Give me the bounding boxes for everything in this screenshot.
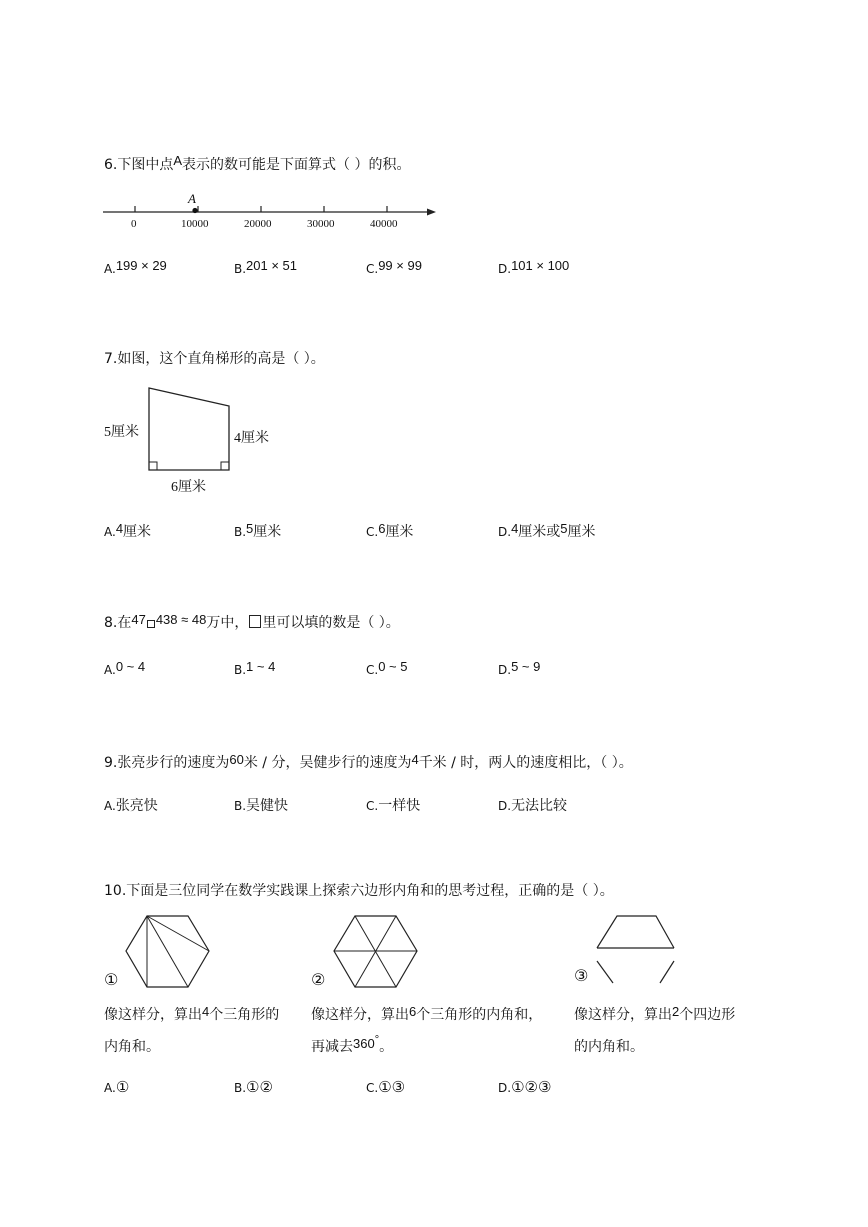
q9-option-b[interactable] bbox=[234, 795, 288, 815]
q6-stem-var: A bbox=[173, 153, 183, 168]
option-key: A. bbox=[104, 799, 116, 813]
q7-label-bottom: 6厘米 bbox=[171, 480, 206, 495]
option-text: 0 ~ 5 bbox=[378, 659, 408, 674]
option-unit: 厘米 bbox=[123, 524, 152, 540]
q6-tick-10000: 10000 bbox=[181, 218, 209, 230]
q10-option-a[interactable] bbox=[104, 1078, 129, 1096]
option-text: 张亮快 bbox=[115, 798, 158, 814]
q9-stem-part2: 米 / 分，吴健步行的速度为 bbox=[243, 755, 412, 771]
option-key: A. bbox=[104, 1081, 116, 1095]
q8-option-d[interactable] bbox=[498, 659, 541, 678]
option-num2: 5 bbox=[560, 521, 568, 536]
q6-stem-part1: 6.下图中点 bbox=[104, 157, 174, 173]
option-unit: 厘米 bbox=[385, 524, 414, 540]
q9-num-b: 4 bbox=[411, 752, 419, 767]
q7-stem: 7.如图，这个直角梯形的高是（ ）。 bbox=[104, 351, 325, 367]
q10-figure-3-desc-line2: 的内角和。 bbox=[574, 1039, 644, 1055]
q9-option-d[interactable] bbox=[498, 795, 567, 815]
option-text: 一样快 bbox=[378, 798, 421, 814]
desc-text: 个三角形的内角和， bbox=[416, 1007, 543, 1023]
option-key: A. bbox=[104, 663, 116, 677]
q6-tick-30000: 30000 bbox=[307, 218, 335, 230]
q6-tick-0: 0 bbox=[131, 218, 137, 230]
option-text: 无法比较 bbox=[511, 798, 568, 814]
option-unit: 厘米 bbox=[567, 524, 596, 540]
q10-figure-3-hexagon bbox=[594, 913, 684, 993]
q7-option-c[interactable] bbox=[366, 521, 413, 541]
q10-figure-2-hexagon bbox=[331, 913, 421, 993]
desc-degree: ° bbox=[374, 1034, 380, 1046]
option-text: 吴健快 bbox=[246, 798, 289, 814]
option-key: B. bbox=[234, 799, 247, 813]
q8-stem-part2: 万中， bbox=[206, 615, 249, 631]
desc-text: 再减去 bbox=[311, 1039, 353, 1055]
option-text: ①③ bbox=[378, 1078, 406, 1096]
q8-option-c[interactable] bbox=[366, 659, 408, 678]
q6-option-b[interactable] bbox=[234, 258, 298, 277]
q9-num-a: 60 bbox=[229, 752, 244, 767]
option-key: C. bbox=[366, 1081, 379, 1095]
option-mid: 厘米或 bbox=[518, 524, 561, 540]
option-num: 4 bbox=[511, 521, 519, 536]
option-key: D. bbox=[498, 525, 512, 539]
option-text: 99 × 99 bbox=[378, 258, 422, 273]
option-text: 1 ~ 4 bbox=[246, 659, 276, 674]
option-text: 101 × 100 bbox=[511, 258, 570, 273]
q6-option-a[interactable] bbox=[104, 258, 167, 277]
q10-figure-3-desc-line1 bbox=[574, 1004, 735, 1024]
q6-stem-part2: 表示的数可能是下面算式（ ）的积。 bbox=[182, 157, 411, 173]
blank-box bbox=[249, 615, 261, 628]
option-key: B. bbox=[234, 1081, 247, 1095]
q6-tick-40000: 40000 bbox=[370, 218, 398, 230]
desc-num: 4 bbox=[202, 1004, 210, 1019]
q9-stem-part1: 9.张亮步行的速度为 bbox=[104, 755, 230, 771]
q8-expr-part1: 47 bbox=[131, 612, 146, 627]
desc-text: 像这样分，算出 bbox=[104, 1007, 202, 1023]
q10-option-d[interactable] bbox=[498, 1078, 551, 1096]
q6-tick-20000: 20000 bbox=[244, 218, 272, 230]
option-key: D. bbox=[498, 262, 512, 276]
q10-figure-1-marker: ① bbox=[104, 970, 119, 989]
q8-option-b[interactable] bbox=[234, 659, 276, 678]
q9-option-c[interactable] bbox=[366, 795, 420, 815]
option-num: 5 bbox=[246, 521, 254, 536]
q7-trapezoid bbox=[145, 385, 245, 475]
option-key: B. bbox=[234, 525, 247, 539]
q10-figure-1-hexagon bbox=[123, 913, 213, 993]
option-key: B. bbox=[234, 262, 247, 276]
option-num: 6 bbox=[378, 521, 386, 536]
q10-figure-1-desc-line2: 内角和。 bbox=[104, 1039, 160, 1055]
q6-stem bbox=[104, 154, 410, 174]
q6-point-label: A bbox=[188, 191, 196, 206]
option-key: C. bbox=[366, 663, 379, 677]
desc-num: 6 bbox=[409, 1004, 417, 1019]
option-text: 199 × 29 bbox=[115, 258, 167, 273]
desc-text: 像这样分，算出 bbox=[311, 1007, 409, 1023]
q10-option-c[interactable] bbox=[366, 1078, 405, 1096]
q10-figure-3-marker: ③ bbox=[574, 966, 589, 985]
option-key: D. bbox=[498, 663, 512, 677]
option-key: D. bbox=[498, 1081, 512, 1095]
q10-figure-1-desc-line1 bbox=[104, 1004, 279, 1024]
q6-point-a bbox=[192, 208, 197, 213]
option-key: A. bbox=[104, 525, 116, 539]
q7-label-left: 5厘米 bbox=[104, 425, 139, 440]
q8-stem-part1: 8.在 bbox=[104, 615, 132, 631]
q6-option-d[interactable] bbox=[498, 258, 570, 277]
desc-text: 个四边形 bbox=[679, 1007, 736, 1023]
q8-stem-part3: 里可以填的数是（ ）。 bbox=[262, 615, 400, 631]
q6-option-c[interactable] bbox=[366, 258, 422, 277]
option-key: A. bbox=[104, 262, 116, 276]
q7-option-b[interactable] bbox=[234, 521, 281, 541]
q10-figure-2-desc-line1 bbox=[311, 1004, 542, 1024]
desc-num: 360 bbox=[353, 1036, 375, 1051]
option-num: 4 bbox=[115, 521, 124, 536]
option-text: 201 × 51 bbox=[246, 258, 298, 273]
q10-stem: 10.下面是三位同学在数学实践课上探索六边形内角和的思考过程，正确的是（ ）。 bbox=[104, 883, 614, 899]
q8-option-a[interactable] bbox=[104, 659, 146, 678]
blank-box bbox=[147, 620, 155, 628]
option-key: C. bbox=[366, 525, 379, 539]
q8-expr-part2: 438 ≈ 48 bbox=[155, 612, 207, 627]
option-text: ①②③ bbox=[511, 1078, 552, 1096]
option-text: ①② bbox=[246, 1078, 273, 1096]
q10-figure-2-desc-line2 bbox=[311, 1036, 393, 1056]
q9-stem-part3: 千米 / 时，两人的速度相比，（ ）。 bbox=[418, 755, 633, 771]
q10-option-b[interactable] bbox=[234, 1078, 273, 1096]
option-key: C. bbox=[366, 262, 379, 276]
option-key: D. bbox=[498, 799, 512, 813]
q7-label-right: 4厘米 bbox=[234, 431, 269, 446]
desc-num: 2 bbox=[672, 1004, 680, 1019]
option-key: B. bbox=[234, 663, 247, 677]
q10-figure-2-marker: ② bbox=[311, 970, 326, 989]
desc-text: 像这样分，算出 bbox=[574, 1007, 672, 1023]
desc-text: 个三角形的 bbox=[209, 1007, 280, 1023]
q8-stem bbox=[104, 612, 400, 632]
option-unit: 厘米 bbox=[253, 524, 282, 540]
q7-option-a[interactable] bbox=[104, 521, 151, 541]
option-text: 0 ~ 4 bbox=[115, 659, 146, 674]
q9-stem bbox=[104, 752, 633, 772]
option-key: C. bbox=[366, 799, 379, 813]
option-text: ① bbox=[115, 1078, 130, 1096]
desc-text: 。 bbox=[379, 1039, 394, 1055]
q7-option-d[interactable] bbox=[498, 521, 596, 541]
q9-option-a[interactable] bbox=[104, 795, 158, 815]
option-text: 5 ~ 9 bbox=[511, 659, 541, 674]
